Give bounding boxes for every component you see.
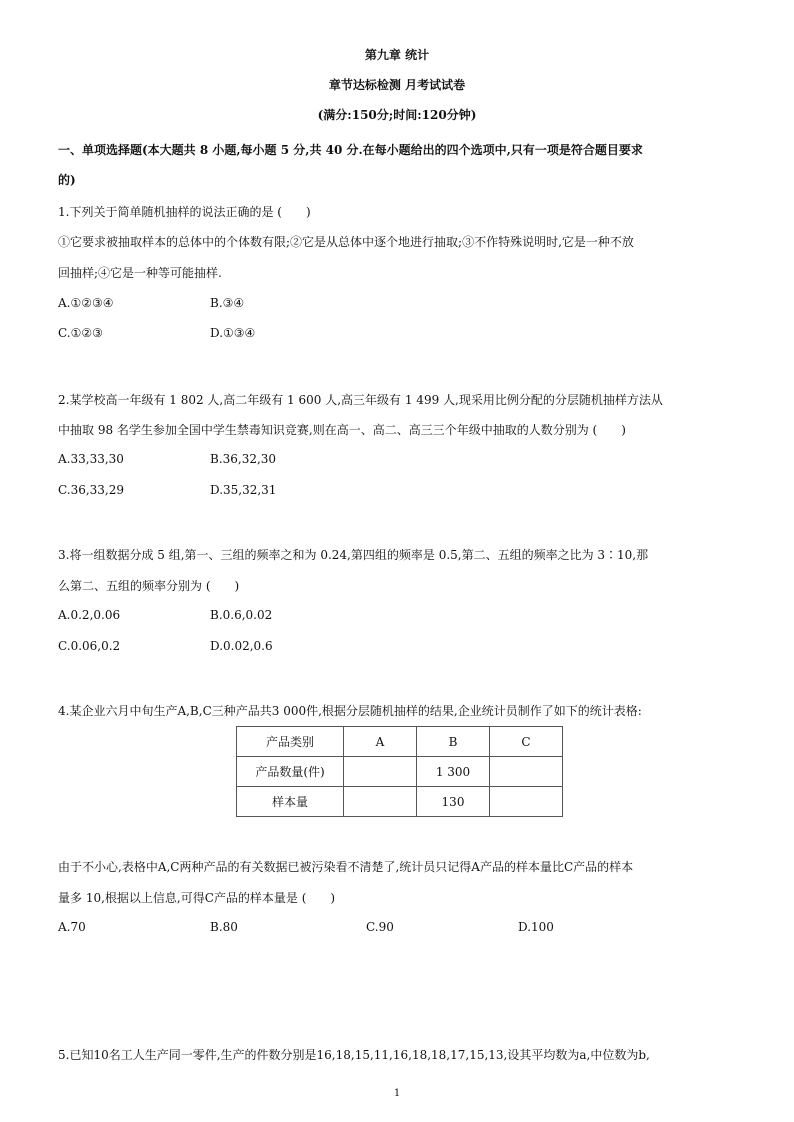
chapter-title: 第九章 统计 — [364, 48, 430, 62]
exam-subtitle: 章节达标检测 月考试试卷 — [328, 78, 466, 92]
q4-stem: 4.某企业六月中旬生产A,B,C三种产品共3 000件,根据分层随机抽样的结果,企业统计员制作了如下的统计表格: — [58, 704, 642, 718]
q1-option-c: C.①②③ — [58, 326, 103, 340]
table-cell — [490, 757, 563, 787]
table-header-cell: A — [344, 727, 417, 757]
q3-option-c: C.0.06,0.2 — [58, 639, 121, 653]
table-cell: 1 300 — [417, 757, 490, 787]
table-cell: 130 — [417, 787, 490, 817]
table-header-cell: B — [417, 727, 490, 757]
q1-text: ①它要求被抽取样本的总体中的个体数有限;②它是从总体中逐个地进行抽取;③不作特殊说明时,它是一种不放 — [58, 235, 634, 249]
q5-stem: 5.已知10名工人生产同一零件,生产的件数分别是16,18,15,11,16,18,18,17,15,13,设其平均数为a,中位数为b, — [58, 1048, 650, 1062]
table-cell: 产品数量(件) — [237, 757, 344, 787]
q3-option-b: B.0.6,0.02 — [210, 608, 273, 622]
q2-text-cont: 中抽取 98 名学生参加全国中学生禁毒知识竞赛,则在高一、高二、高三三个年级中抽取的人数分别为 ( ) — [58, 423, 626, 437]
q4-option-d: D.100 — [518, 920, 554, 934]
page-number: 1 — [393, 1088, 401, 1099]
q1-stem: 1.下列关于简单随机抽样的说法正确的是 ( ) — [58, 205, 311, 219]
exam-meta: (满分:150分;时间:120分钟) — [317, 108, 477, 122]
q4-option-b: B.80 — [210, 920, 238, 934]
q2-option-d: D.35,32,31 — [210, 483, 277, 497]
q1-text-cont: 回抽样;④它是一种等可能抽样. — [58, 266, 222, 280]
table-row — [237, 757, 563, 787]
q4-text-cont: 量多 10,根据以上信息,可得C产品的样本量是 ( ) — [58, 891, 336, 905]
table-header-cell: C — [490, 727, 563, 757]
q4-option-a: A.70 — [58, 920, 86, 934]
q1-option-b: B.③④ — [210, 296, 245, 310]
table-cell — [344, 757, 417, 787]
table-row — [237, 787, 563, 817]
q2-option-b: B.36,32,30 — [210, 452, 277, 466]
q2-stem: 2.某学校高一年级有 1 802 人,高二年级有 1 600 人,高三年级有 1 499 人,现采用比例分配的分层随机抽样方法从 — [58, 393, 663, 407]
table-header-row — [237, 727, 563, 757]
q3-option-d: D.0.02,0.6 — [210, 639, 273, 653]
section-heading-cont: 的) — [58, 173, 76, 187]
table-cell — [344, 787, 417, 817]
table-cell — [490, 787, 563, 817]
statistics-table — [236, 726, 563, 817]
section-heading: 一、单项选择题(本大题共 8 小题,每小题 5 分,共 40 分.在每小题给出的四个选项中,只有一项是符合题目要求 — [58, 143, 643, 157]
q3-text-cont: 么第二、五组的频率分别为 ( ) — [58, 579, 240, 593]
q3-option-a: A.0.2,0.06 — [58, 608, 121, 622]
q1-option-a: A.①②③④ — [58, 296, 114, 310]
table-header-cell: 产品类别 — [237, 727, 344, 757]
q3-stem: 3.将一组数据分成 5 组,第一、三组的频率之和为 0.24,第四组的频率是 0.5,第二、五组的频率之比为 3∶10,那 — [58, 548, 649, 562]
q2-option-c: C.36,33,29 — [58, 483, 125, 497]
table-cell: 样本量 — [237, 787, 344, 817]
q4-text: 由于不小心,表格中A,C两种产品的有关数据已被污染看不清楚了,统计员只记得A产品的样本量比C产品的样本 — [58, 860, 634, 874]
q1-option-d: D.①③④ — [210, 326, 256, 340]
q2-option-a: A.33,33,30 — [58, 452, 124, 466]
q4-option-c: C.90 — [366, 920, 394, 934]
